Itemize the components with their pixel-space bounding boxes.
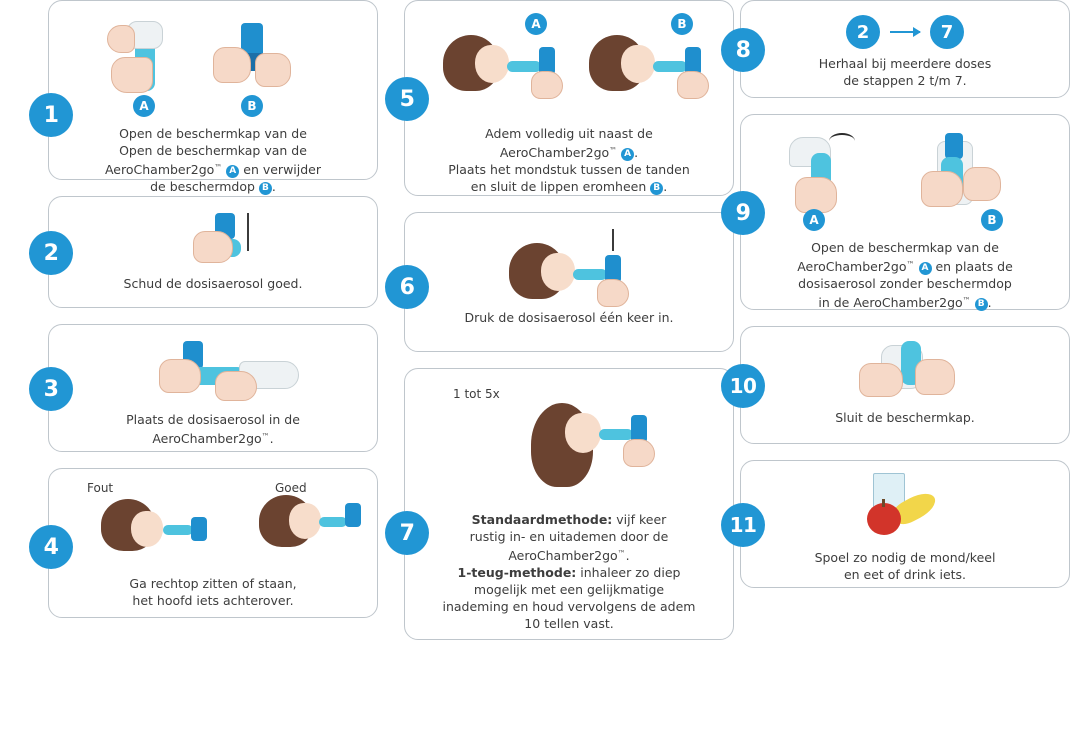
step-1-caption: Open de beschermkap van de Open de beschermkap van de AeroChamber2go™ A en verwijder de beschermdop B .: [104, 126, 322, 194]
step-9-illustration: [755, 127, 1055, 231]
apple-icon: [867, 503, 901, 535]
step-card-3: [43, 324, 378, 452]
column-right: [729, 0, 1070, 604]
step-5-caption-line-3: Plaats het mondstuk tussen de tanden: [448, 162, 690, 177]
step-card-1: [43, 0, 378, 194]
step-card-5: [399, 0, 734, 196]
step-card-11: [729, 460, 1070, 588]
step-4-caption: [78, 575, 348, 609]
step-card-10: [729, 326, 1070, 444]
sub-label-9b: B: [981, 209, 1003, 231]
column-middle: [399, 0, 734, 656]
step-4-caption-line-1: Ga rechtop zitten of staan,: [129, 576, 297, 591]
label-1-tot-5x: 1 tot 5x: [453, 387, 500, 401]
step-9-caption-line-3: dosisaerosol zonder beschermdop: [798, 276, 1012, 291]
repeat-to-number: 7: [930, 15, 964, 49]
step-5-caption: Adem volledig uit naast de AeroChamber2go™ A . Plaats het mondstuk tussen de tanden en sluit de lippen eromheen B .: [448, 126, 690, 194]
step-card-4: [43, 468, 378, 618]
step-9-caption-line-1: Open de beschermkap van de: [811, 240, 999, 255]
step-card-7: [399, 368, 734, 640]
step-7-caption: Standaardmethode: vijf keer rustig in- en uitademen door de AeroChamber2go™. 1-teug-methode: inhaleer zo diep mogelijk met een gelijkmatige inademing en houd vervolgens de adem 10 tellen vast.: [442, 512, 696, 631]
step-4-illustration: [63, 481, 363, 567]
step-number-badge-3: 3: [29, 367, 73, 411]
step-number-badge-10: 10: [721, 364, 765, 408]
step-6-caption: Druk de dosisaerosol één keer in.: [464, 310, 674, 325]
step-3-caption-line-1: Plaats de dosisaerosol in de: [126, 412, 300, 427]
step-number-badge-8: 8: [721, 28, 765, 72]
step-2-illustration: [63, 209, 363, 267]
step-number-badge-5: 5: [385, 77, 429, 121]
step-10-illustration: [755, 339, 1055, 401]
step-3-illustration: [63, 337, 363, 403]
step-number-badge-4: 4: [29, 525, 73, 569]
step-4-caption-line-2: het hoofd iets achterover.: [132, 593, 294, 608]
label-fout: Fout: [87, 481, 114, 495]
step-5-illustration: [419, 13, 719, 117]
step-10-caption: Sluit de beschermkap.: [835, 410, 975, 425]
label-goed: Goed: [275, 481, 307, 495]
step-11-caption-line-2: en eet of drink iets.: [843, 567, 967, 582]
repeat-from-number: 2: [846, 15, 880, 49]
step-2-caption: Schud de dosisaerosol goed.: [123, 276, 303, 291]
step-number-badge-6: 6: [385, 265, 429, 309]
step-11-illustration: [755, 473, 1055, 541]
sub-label-1a: A: [133, 95, 155, 117]
step-3-caption: Plaats de dosisaerosol in de AeroChamber2go™.: [126, 412, 300, 446]
step-8-caption-line-2: de stappen 2 t/m 7.: [843, 73, 967, 88]
step-11-caption-line-1: Spoel zo nodig de mond/keel: [814, 550, 996, 565]
step-number-badge-7: 7: [385, 511, 429, 555]
step-number-badge-9: 9: [721, 191, 765, 235]
step-1-illustration: [63, 13, 363, 117]
sub-label-5b: B: [671, 13, 693, 35]
step-7-method-1-title: Standaardmethode:: [471, 512, 613, 527]
step-7-method-2-title: 1-teug-methode:: [457, 565, 577, 580]
step-number-badge-1: 1: [29, 93, 73, 137]
step-8-illustration: [755, 15, 1055, 49]
step-number-badge-11: 11: [721, 503, 765, 547]
arrow-right-icon: [890, 31, 920, 33]
step-card-2: [43, 196, 378, 308]
step-1-caption-line-1: Open de beschermkap van de: [119, 126, 307, 141]
step-6-illustration: [419, 225, 719, 301]
step-number-badge-2: 2: [29, 231, 73, 275]
step-card-8: [735, 0, 1070, 98]
step-9-caption: Open de beschermkap van de AeroChamber2go™ A en plaats de dosisaerosol zonder beschermdop in de AeroChamber2go™ B .: [797, 240, 1013, 310]
step-card-9: [735, 114, 1070, 310]
sub-label-9a: A: [803, 209, 825, 231]
step-8-caption-line-1: Herhaal bij meerdere doses: [818, 56, 992, 71]
step-card-6: [399, 212, 734, 352]
step-11-caption: [770, 549, 1040, 583]
step-7-illustration: [419, 381, 719, 503]
sub-label-1b: B: [241, 95, 263, 117]
column-left: [43, 0, 378, 634]
step-8-caption: [770, 55, 1040, 89]
sub-label-5a: A: [525, 13, 547, 35]
step-5-caption-line-1: Adem volledig uit naast de: [485, 126, 653, 141]
